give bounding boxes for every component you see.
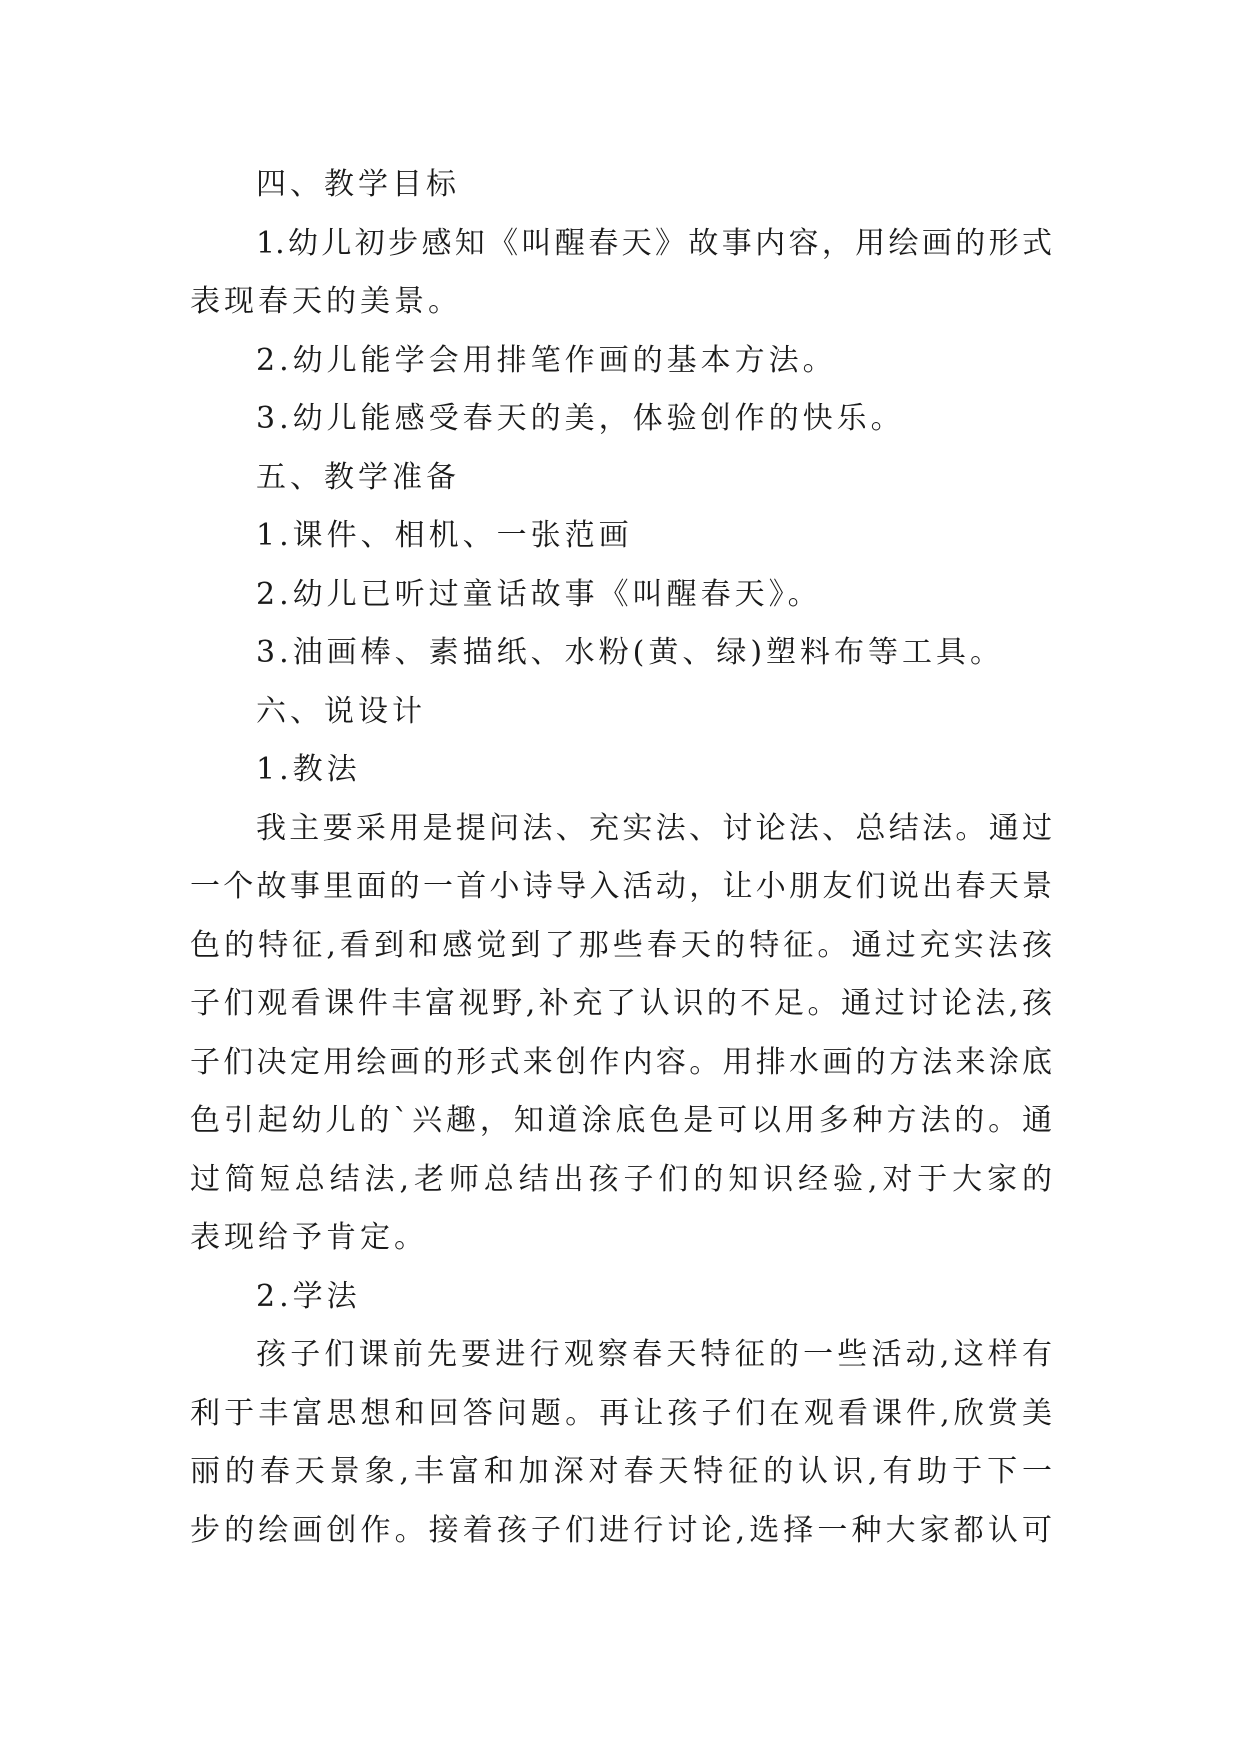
paragraph-teaching-method-line: 表现给予肯定。 bbox=[190, 1220, 428, 1255]
goal-2: 2.幼儿能学会用排笔作画的基本方法。 bbox=[256, 342, 837, 378]
paragraph-teaching-method-line: 色引起幼儿的`兴趣，知道涂底色是可以用多种方法的。通 bbox=[190, 1103, 1052, 1138]
paragraph-learning-method-line: 步的绘画创作。接着孩子们进行讨论,选择一种大家都认可 bbox=[190, 1512, 1052, 1548]
paragraph-learning-method-line: 丽的春天景象,丰富和加深对春天特征的认识,有助于下一 bbox=[190, 1454, 1052, 1489]
paragraph-teaching-method-line: 子们观看课件丰富视野,补充了认识的不足。通过讨论法,孩 bbox=[190, 986, 1052, 1021]
goal-3: 3.幼儿能感受春天的美，体验创作的快乐。 bbox=[256, 401, 905, 436]
paragraph-teaching-method-line: 一个故事里面的一首小诗导入活动，让小朋友们说出春天景 bbox=[190, 869, 1052, 904]
paragraph-teaching-method-line: 我主要采用是提问法、充实法、讨论法、总结法。通过 bbox=[256, 810, 1052, 846]
paragraph-learning-method-line: 孩子们课前先要进行观察春天特征的一些活动,这样有 bbox=[256, 1337, 1052, 1372]
heading-design: 六、说设计 bbox=[256, 693, 426, 729]
heading-teaching-goals: 四、教学目标 bbox=[256, 167, 460, 202]
preparation-3: 3.油画棒、素描纸、水粉(黄、绿)塑料布等工具。 bbox=[256, 635, 1005, 670]
document-body bbox=[190, 156, 1052, 1560]
goal-1-continued: 表现春天的美景。 bbox=[190, 284, 462, 319]
subheading-learning-method: 2.学法 bbox=[256, 1278, 361, 1314]
paragraph-teaching-method-line: 子们决定用绘画的形式来创作内容。用排水画的方法来涂底 bbox=[190, 1044, 1052, 1080]
preparation-1: 1.课件、相机、一张范画 bbox=[256, 518, 633, 553]
paragraph-learning-method-line: 利于丰富思想和回答问题。再让孩子们在观看课件,欣赏美 bbox=[190, 1395, 1052, 1431]
subheading-teaching-method: 1.教法 bbox=[256, 752, 361, 787]
preparation-2: 2.幼儿已听过童话故事《叫醒春天》。 bbox=[256, 576, 822, 612]
paragraph-teaching-method-line: 色的特征,看到和感觉到了那些春天的特征。通过充实法孩 bbox=[190, 927, 1052, 963]
goal-1: 1.幼儿初步感知《叫醒春天》故事内容，用绘画的形式 bbox=[256, 225, 1052, 261]
paragraph-teaching-method-line: 过简短总结法,老师总结出孩子们的知识经验,对于大家的 bbox=[190, 1161, 1052, 1197]
heading-teaching-preparation: 五、教学准备 bbox=[256, 459, 460, 495]
